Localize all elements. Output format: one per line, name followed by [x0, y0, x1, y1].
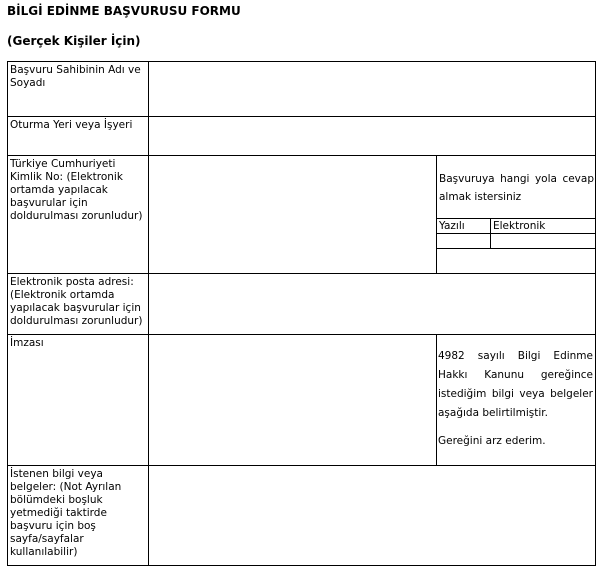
signature-field[interactable]	[148, 334, 437, 466]
residence-field[interactable]	[148, 116, 596, 156]
statement-text: 4982 sayılı Bilgi Edinme Hakkı Kanunu gereğince istediğim bilgi veya belgeler aşağıda belirtilmiştir.	[438, 350, 593, 419]
option-electronic-checkbox[interactable]	[490, 233, 596, 249]
requested-docs-label: İstenen bilgi veya belgeler: (Not Ayrılan bölümdeki boşluk yetmediği taktirde başvuru için boş sayfa/sayfalar kullanılabilir)	[7, 465, 149, 566]
statement-cell	[436, 334, 596, 466]
option-written-checkbox[interactable]	[437, 233, 491, 249]
email-label: Elektronik posta adresi: (Elektronik ortamda yapılacak başvurular için doldurulması zorunludur)	[7, 273, 149, 335]
applicant-name-field[interactable]	[148, 61, 596, 117]
requested-docs-field[interactable]	[148, 465, 596, 566]
tc-id-label: Türkiye Cumhuriyeti Kimlik No: (Elektronik ortamda yapılacak başvurular için doldurulması zorunludur)	[7, 155, 149, 274]
email-field[interactable]	[148, 273, 596, 335]
form-subtitle: (Gerçek Kişiler İçin)	[7, 34, 141, 48]
option-electronic: Elektronik	[490, 218, 596, 234]
applicant-name-label: Başvuru Sahibinin Adı ve Soyadı	[7, 61, 149, 117]
response-method-cell	[436, 155, 596, 274]
closing-text: Gereğini arz ederim.	[438, 435, 546, 447]
application-form	[7, 61, 596, 566]
residence-label: Oturma Yeri veya İşyeri	[7, 116, 149, 156]
response-question: Başvuruya hangi yola cevap almak istersiniz	[439, 173, 594, 203]
tc-id-field[interactable]	[148, 155, 437, 274]
option-written: Yazılı	[437, 218, 491, 234]
form-title: BİLGİ EDİNME BAŞVURUSU FORMU	[7, 4, 241, 18]
signature-label: İmzası	[7, 334, 149, 466]
